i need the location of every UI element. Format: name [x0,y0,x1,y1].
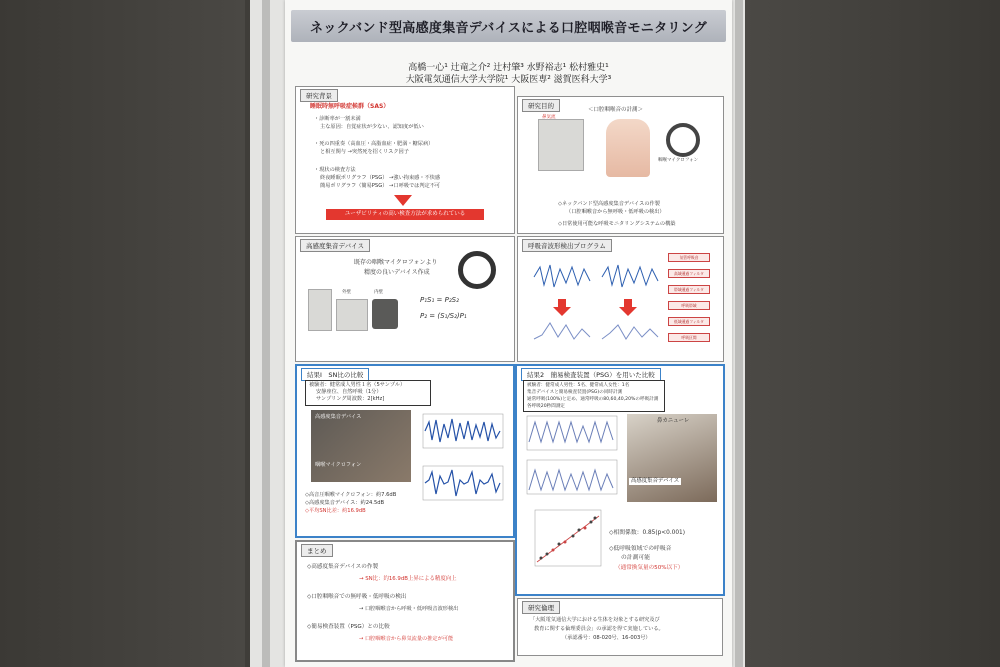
board-frame-left [262,0,270,667]
board-frame-right [735,0,743,667]
program-panel [517,236,724,362]
device-panel [295,236,515,362]
ethics-header: 研究倫理 [522,601,560,614]
snr-result-mic: ◇高音圧咽喉マイクロフォン：約7.6dB [305,492,397,498]
background-panel [295,86,515,234]
outer-wall-image [336,299,368,331]
snr-result-device: ◇高感度集音デバイス：約24.5dB [305,500,385,506]
bg-line-4: と相互関与 →突然死を招くリスク因子 [320,149,409,155]
low-breath-result-2: の計測可能 [621,555,650,561]
summary-item-2: ◇口腔咽喉音での無呼吸・低呼吸の検出 [307,594,407,600]
program-waveforms [532,259,662,349]
device-photo [458,251,496,289]
background-left [0,0,245,667]
airflow-sensor-image [538,119,584,171]
result1-sampling: サンプリング周波数：2[kHz] [316,396,385,402]
device-desc-2: 精度の良いデバイス作成 [364,269,430,276]
bg-line-2: 主な原因：自覚症状が少ない、認知度が低い [320,124,424,130]
result2-method: 集音デバイスと簡易検査装置(PSG)の同時計測 [527,390,623,395]
ethics-line-2: 教育に関する倫理委員会」の承認を得て実施している。 [534,626,664,632]
bg-line-7: 簡易ポリグラフ（簡易PSG） →口呼吸では判定不可 [320,183,441,189]
head-illustration [606,119,650,177]
ethics-line-1: 「大阪電気通信大学における生体を対象とする研究及び [530,617,660,623]
correlation-result: ◇相関係数：0.85(p<0.001) [609,530,686,536]
inner-wall-label: 内壁 [374,290,383,295]
purpose-panel [517,96,724,234]
bg-line-5: ・現状の検査方法 [314,167,356,173]
poster-title-bar [291,10,726,42]
result1-condition: 安静座位、自然呼吸（1分） [316,389,382,395]
snr-waveforms [419,410,507,510]
summary-item-1-detail: → SN比：約16.9dB上昇による精度向上 [359,576,457,582]
authors-names: 高橋一心¹ 辻竜之介² 辻村肇³ 水野裕志¹ 松村雅史¹ [408,63,609,73]
purpose-bullet-1: ◇ネックバンド型高感度集音デバイスの作製 [558,201,660,207]
down-arrow-icon [394,195,412,206]
purpose-bullet-2: （口腔咽喉音から無呼吸・低呼吸の検出） [566,209,665,215]
authors-block [285,62,732,86]
mic-label: 咽喉マイクロフォン [658,158,699,163]
result2-conditions-box [523,380,665,412]
inner-wall-image [372,299,398,329]
bg-line-6: 終夜睡眠ポリグラフ（PSG） →強い拘束感・不快感 [320,175,441,181]
summary-item-1: ◇高感度集音デバイスの作製 [307,564,379,570]
ethics-panel [517,598,723,656]
flow-step-1: 気管呼吸音 [668,253,710,262]
background-header: 研究背景 [300,89,338,102]
summary-panel [295,540,515,662]
bg-line-3: ・死の四重奏（高血圧・高脂血症・肥満・糖尿病） [314,141,434,147]
low-breath-result-3: （通常換気量の50%以下） [615,565,684,571]
device-desc-1: 既存の咽喉マイクロフォンより [354,259,438,266]
summary-item-2-detail: → 口腔咽喉音から呼吸・低呼吸音波形検出 [359,606,459,612]
psg-comparison-waveforms [525,414,621,498]
purpose-bullet-3: ◇日常使用可能な呼吸モニタリングシステムの構築 [558,221,676,227]
result2-duration: 各呼吸20秒間測定 [527,404,566,409]
purpose-header: 研究目的 [522,99,560,112]
result1-device-label: 高感度集音デバイス [315,414,362,420]
neckband-device-image [666,123,700,157]
result2-panel [515,364,725,596]
authors-affiliations: 大阪電気通信大学大学院¹ 大阪医専² 滋賀医科大学³ [405,75,612,85]
research-poster [285,0,732,667]
result1-subject: 被験者：健常成人男性１名（5サンプル） [309,382,406,388]
summary-header: まとめ [301,544,333,557]
result1-mic-label: 咽喉マイクロフォン [315,462,362,468]
summary-item-3: ◇簡易検査装置（PSG）との比較 [307,624,390,630]
result1-header: 結果Ⅰ SN比の比較 [301,368,369,381]
program-header: 呼吸音波形検出プログラム [522,239,612,252]
flow-step-3: 帯域通過フィルタ [668,285,710,294]
result1-conditions-box [305,380,431,406]
background-conclusion: ユーザビリティの高い検査方法が求められている [326,209,484,220]
poster-title: ネックバンド型高感度集音デバイスによる口腔咽喉音モニタリング [309,20,708,36]
equation-1: P₁S₁ = P₂S₂ [420,296,459,304]
result2-header: 結果2 簡易検査装置（PSG）を用いた比較 [521,368,661,381]
flow-step-2: 高域通過フィルタ [668,269,710,278]
outer-wall-label: 外壁 [342,290,351,295]
result1-panel [295,364,515,538]
equation-2: P₂ = (S₁/S₂)P₁ [420,312,467,320]
ethics-line-3: （承認番号：08-020号、16-003号） [562,635,651,641]
flow-step-5: 低域通過フィルタ [668,317,710,326]
background-right [745,0,1000,667]
cannula-label: 鼻カニューレ [657,418,690,424]
correlation-scatter-plot [525,508,605,578]
subject-face-photo [627,414,717,502]
result2-device-label: 高感度集音デバイス [631,478,680,484]
airflow-label: 鼻気流 [542,115,556,120]
low-breath-result-1: ◇低呼吸領域での呼吸音 [609,546,672,552]
flow-step-4: 呼吸帯域 [668,301,710,310]
snr-result-diff: ◇平均SN比差：約16.9dB [305,508,366,514]
mic-element-image [308,289,332,331]
device-header: 高感度集音デバイス [300,239,370,252]
bg-line-1: ・診断率が一割未満 [314,116,361,122]
result2-levels: 通常呼吸(100%)と定め、通常呼吸の80,60,40,20%の呼吸計測 [527,397,659,402]
result2-subjects: 被験者：健常成人男性：5名、健常成人女性：1名 [527,383,630,388]
sas-title: 睡眠時無呼吸症候群（SAS） [310,103,390,110]
purpose-diagram-title: ＜口腔咽喉音の計測＞ [588,107,644,113]
summary-item-3-detail: → 口腔咽喉音から鼻気流量の推定が可能 [359,636,454,642]
flow-step-6: 呼吸区間 [668,333,710,342]
